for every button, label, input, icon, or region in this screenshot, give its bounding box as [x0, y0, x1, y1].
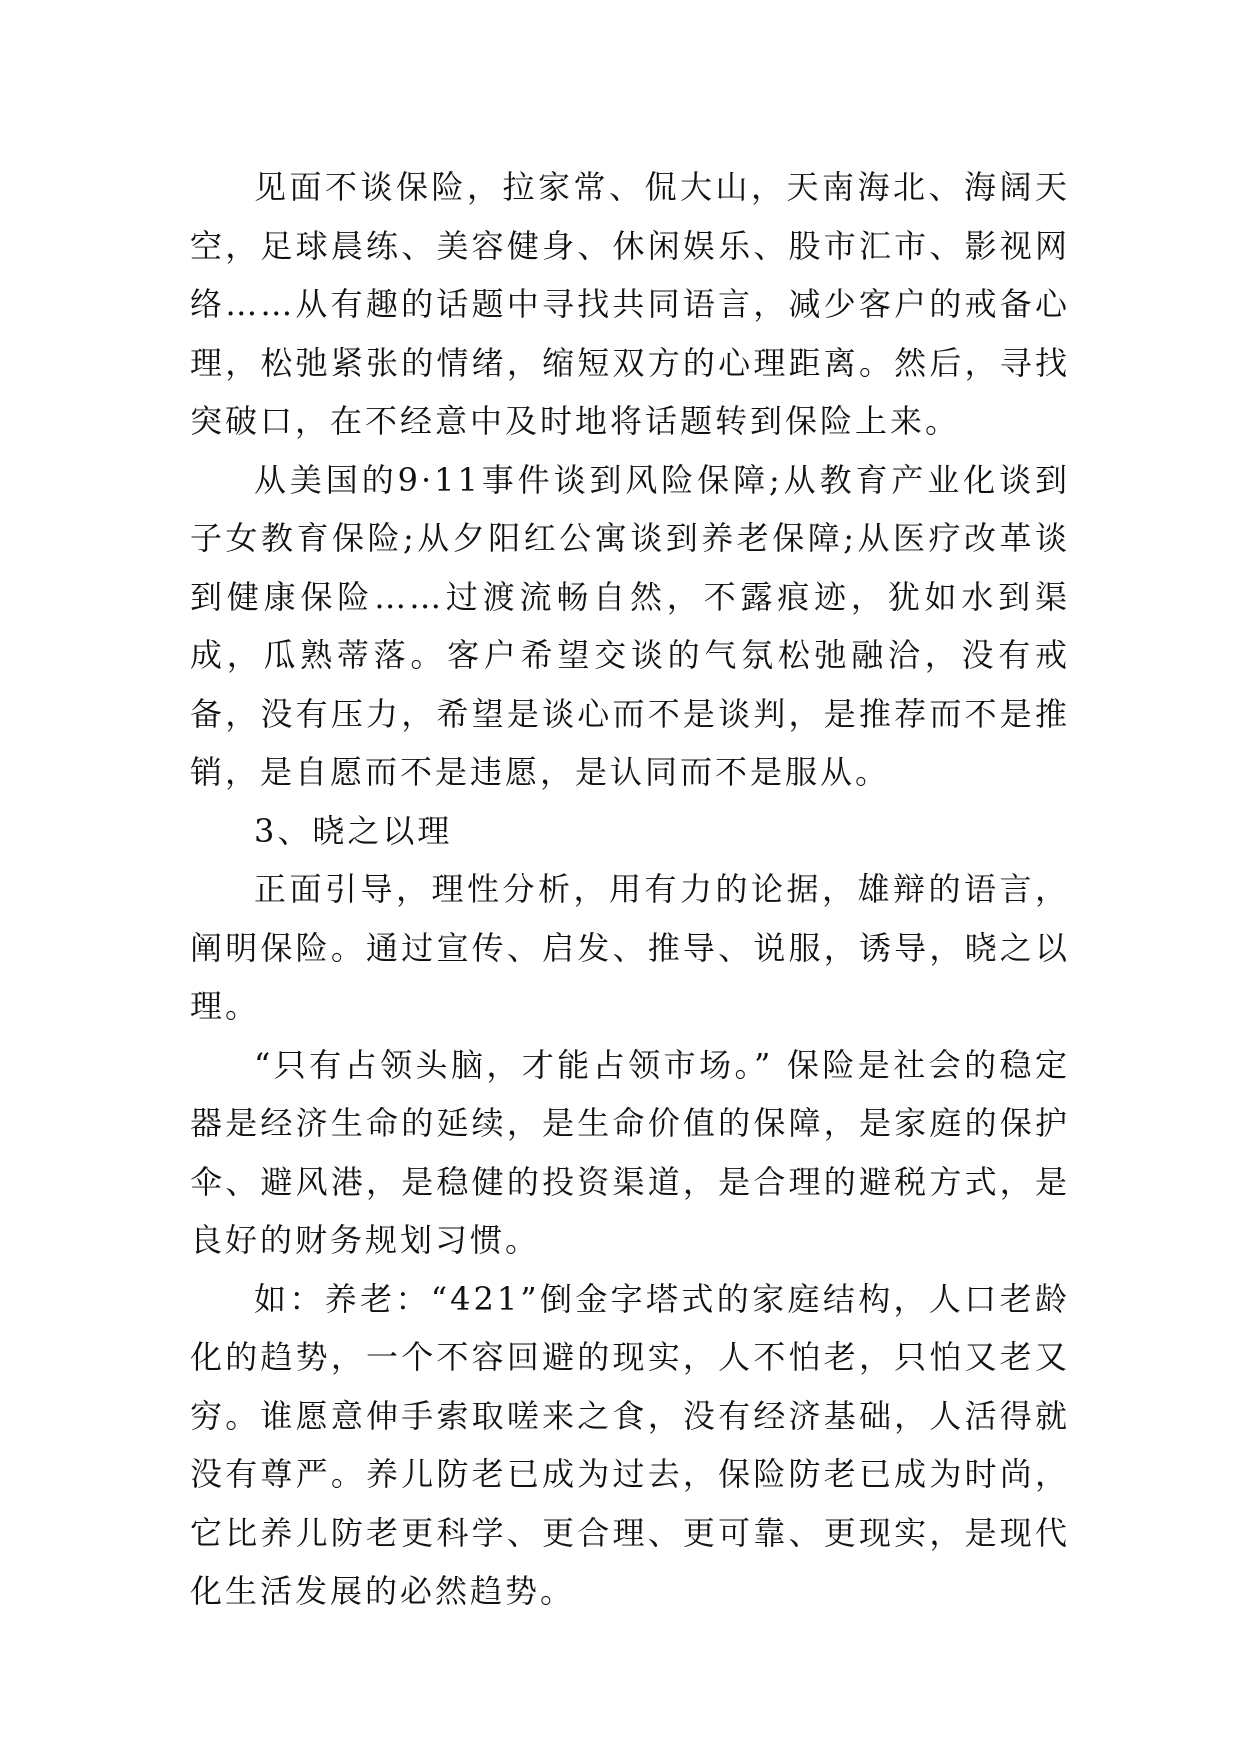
paragraph-pension-example: 如：养老：“421”倒金字塔式的家庭结构，人口老龄化的趋势，一个不容回避的现实，人不怕老，只怕又老又穷。谁愿意伸手索取嗟来之食，没有经济基础，人活得就没有尊严。养儿防老已成为过去，保险防老已成为时尚，它比养儿防老更科学、更合理、更可靠、更现实，是现代化生活发展的必然趋势。	[190, 1279, 1070, 1610]
paragraph-small-talk: 见面不谈保险，拉家常、侃大山，天南海北、海阔天空，足球晨练、美容健身、休闲娱乐、股市汇市、影视网络……从有趣的话题中寻找共同语言，减少客户的戒备心理，松弛紧张的情绪，缩短双方的心理距离。然后，寻找突破口，在不经意中及时地将话题转到保险上来。	[190, 168, 1070, 440]
paragraph-insurance-value: “只有占领头脑，才能占领市场。” 保险是社会的稳定器是经济生命的延续，是生命价值的保障，是家庭的保护伞、避风港，是稳健的投资渠道，是合理的避税方式，是良好的财务规划习惯。	[190, 1045, 1070, 1259]
document-body	[190, 158, 1070, 1621]
section-heading: 3、晓之以理	[254, 811, 453, 850]
paragraph-rational-guidance: 正面引导，理性分析，用有力的论据，雄辩的语言，阐明保险。通过宣传、启发、推导、说服，诱导，晓之以理。	[190, 870, 1070, 1025]
paragraph-topic-transition: 从美国的9·11事件谈到风险保障;从教育产业化谈到子女教育保险;从夕阳红公寓谈到养老保障;从医疗改革谈到健康保险……过渡流畅自然，不露痕迹，犹如水到渠成，瓜熟蒂落。客户希望交谈的气氛松弛融洽，没有戒备，没有压力，希望是谈心而不是谈判，是推荐而不是推销，是自愿而不是违愿，是认同而不是服从。	[190, 460, 1070, 791]
